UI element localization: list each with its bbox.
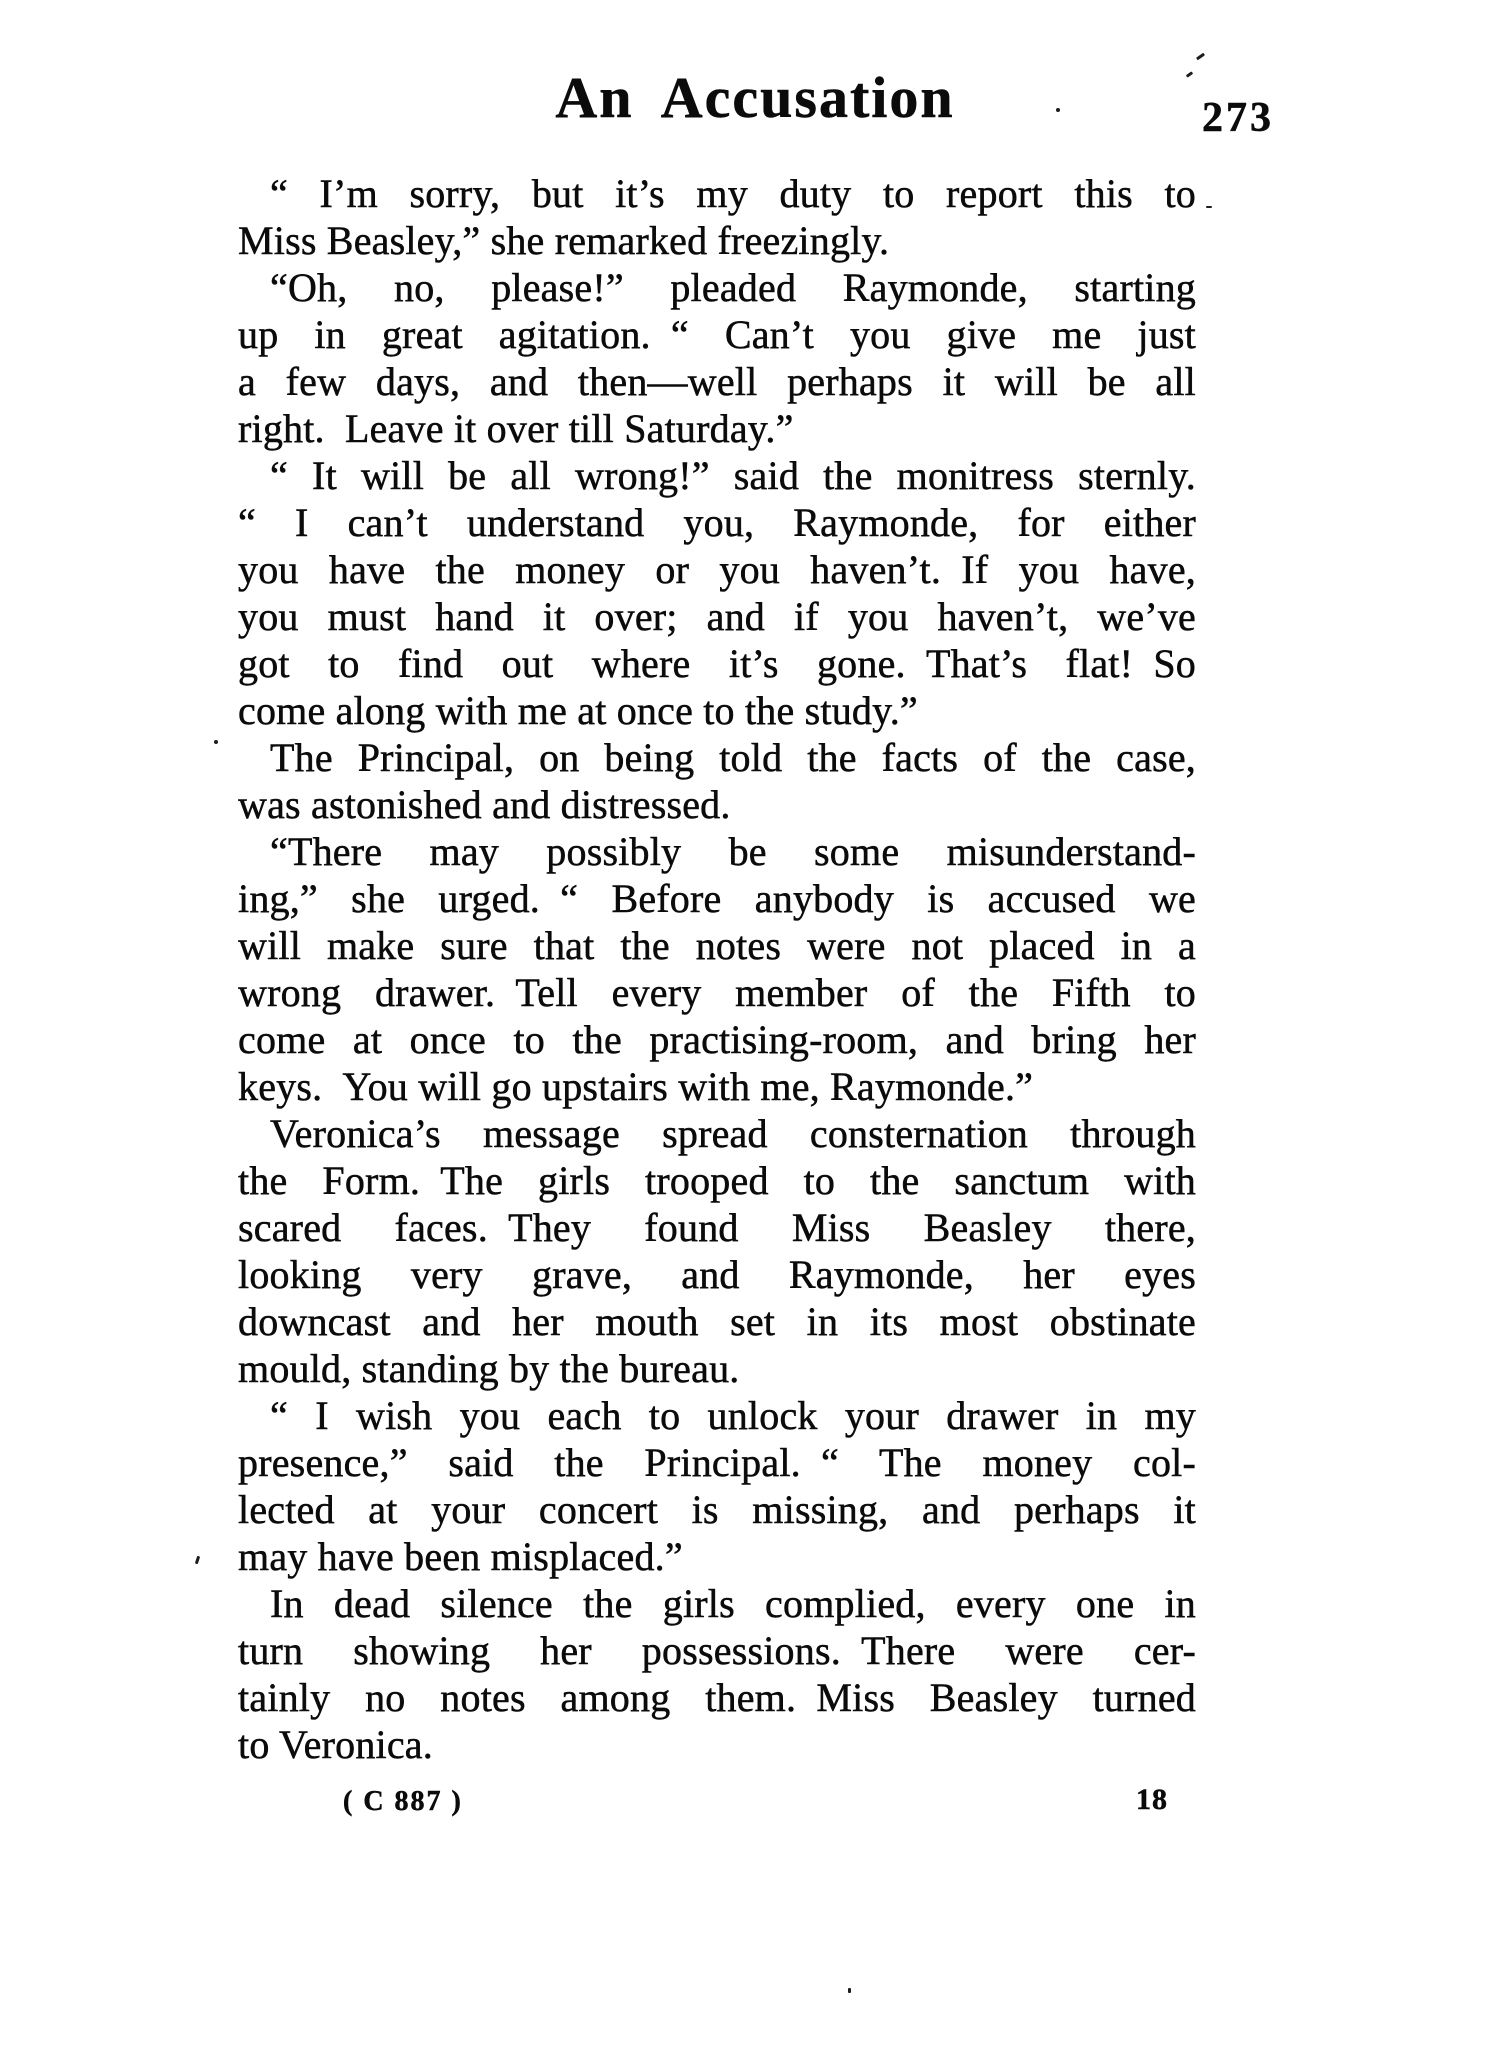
text-line: right. Leave it over till Saturday.” [238,406,794,451]
text-line: you have the money or you haven’t. If you have, [238,547,1196,592]
text-line: mould, standing by the bureau. [238,1346,740,1391]
text-body [238,170,1196,1768]
scan-speck [1056,108,1060,112]
scan-speck [848,1988,851,1993]
text-line: “ I can’t understand you, Raymonde, for either [238,500,1196,545]
scan-speck [1196,53,1205,61]
text-line: wrong drawer. Tell every member of the Fifth to [238,970,1196,1015]
scan-speck [195,1556,200,1565]
text-line: got to find out where it’s gone. That’s flat! So [238,641,1196,686]
text-line: come at once to the practising-room, and bring her [238,1017,1196,1062]
text-line: the Form. The girls trooped to the sanctum with [238,1158,1196,1203]
text-line: may have been misplaced.” [238,1534,683,1579]
text-line: up in great agitation. “ Can’t you give me just [238,312,1196,357]
text-line: scared faces. They found Miss Beasley there, [238,1205,1196,1250]
text-line: presence,” said the Principal. “ The money col- [238,1440,1196,1485]
page-number: 273 [1202,95,1274,141]
text-line: “ It will be all wrong!” said the monitress sternly. [270,453,1196,498]
printer-signature: ( C 887 ) [343,1786,463,1817]
text-line: “ I wish you each to unlock your drawer in my [270,1393,1196,1438]
text-line: Miss Beasley,” she remarked freezingly. [238,218,890,263]
text-line: turn showing her possessions. There were cer- [238,1628,1196,1673]
text-line: to Veronica. [238,1722,433,1767]
text-line: Veronica’s message spread consternation through [270,1111,1196,1156]
text-line: tainly no notes among them. Miss Beasley turned [238,1675,1196,1720]
scan-speck [1206,206,1212,208]
text-line: downcast and her mouth set in its most obstinate [238,1299,1196,1344]
text-line: looking very grave, and Raymonde, her eyes [238,1252,1196,1297]
scan-speck [1186,71,1193,77]
text-line: In dead silence the girls complied, every one in [270,1581,1196,1626]
text-line: The Principal, on being told the facts of the case, [270,735,1196,780]
text-line: a few days, and then—well perhaps it will be all [238,359,1196,404]
scan-speck [214,740,218,744]
text-line: you must hand it over; and if you haven’t, we’ve [238,594,1196,639]
text-line: will make sure that the notes were not placed in a [238,923,1196,968]
text-line: “There may possibly be some misunderstand- [270,829,1196,874]
text-line: “ I’m sorry, but it’s my duty to report this to [270,171,1196,216]
text-line: lected at your concert is missing, and perhaps it [238,1487,1196,1532]
chapter-title: An Accusation [555,65,955,130]
text-line: keys. You will go upstairs with me, Raymonde.” [238,1064,1034,1109]
text-line: ing,” she urged. “ Before anybody is accused we [238,876,1196,921]
signature-number: 18 [1136,1783,1168,1816]
text-line: was astonished and distressed. [238,782,731,827]
text-line: “Oh, no, please!” pleaded Raymonde, starting [270,265,1196,310]
text-line: come along with me at once to the study.” [238,688,918,733]
